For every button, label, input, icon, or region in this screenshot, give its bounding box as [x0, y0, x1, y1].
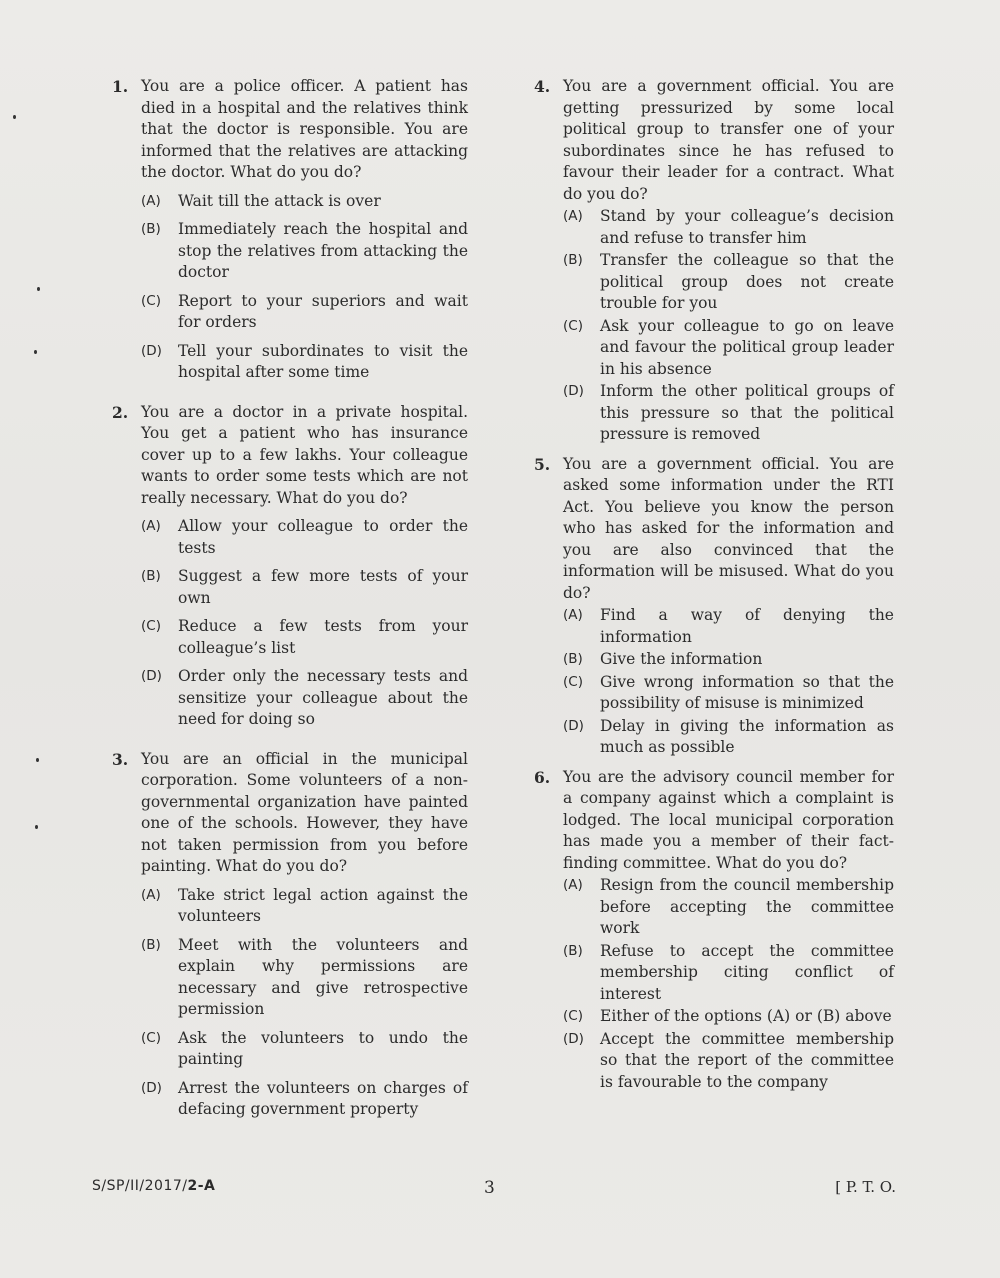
option-c — [563, 316, 894, 381]
option-text: Refuse to accept the committee membership citing conflict of interest — [600, 941, 894, 1003]
question-number: 4. — [534, 77, 551, 96]
option-text: Wait till the attack is over — [178, 191, 381, 210]
option-letter: (D) — [563, 383, 584, 399]
option-b — [563, 941, 894, 1006]
option-letter: (C) — [141, 1029, 161, 1046]
option-text: Inform the other political groups of this pressure so that the political pressure is removed — [600, 382, 894, 443]
option-letter: (A) — [141, 886, 161, 903]
option-text: Ask your colleague to go on leave and favour the political group leader in his absence — [600, 316, 894, 378]
option-text: Allow your colleague to order the tests — [178, 517, 468, 557]
option-d — [141, 1078, 468, 1121]
scan-speck — [37, 287, 40, 291]
option-d — [141, 341, 468, 384]
question-text: You are a government official. You are getting pressurized by some local political group to transfer one of your subordinates since he has refused to favour their leader for a contract. What do you do? — [563, 77, 894, 203]
option-text: Suggest a few more tests of your own — [178, 567, 468, 607]
question-number: 6. — [534, 767, 551, 787]
option-text: Meet with the volunteers and explain why permissions are necessary and give retrospective permission — [178, 935, 468, 1018]
option-letter: (C) — [141, 292, 161, 309]
option-c — [141, 616, 468, 659]
option-c — [141, 1028, 468, 1071]
option-text: Resign from the council membership before accepting the committee work — [600, 876, 894, 937]
question-number: 3. — [112, 749, 129, 769]
option-a — [141, 191, 468, 213]
right-column — [534, 76, 894, 1101]
question-2 — [112, 402, 468, 731]
option-text: Reduce a few tests from your colleague’s list — [178, 617, 468, 657]
option-c — [141, 291, 468, 334]
option-b — [141, 566, 468, 609]
option-d — [563, 716, 894, 759]
option-letter: (D) — [141, 1079, 162, 1096]
option-letter: (A) — [563, 607, 583, 623]
option-text: Stand by your colleague’s decision and refuse to transfer him — [600, 207, 894, 247]
option-a — [563, 605, 894, 648]
option-letter: (B) — [563, 942, 583, 959]
scan-speck — [35, 825, 38, 829]
booklet-code-prefix: S/SP/II/2017/ — [92, 1178, 188, 1194]
option-letter: (A) — [141, 518, 161, 534]
option-b — [141, 935, 468, 1021]
option-text: Transfer the colleague so that the political group does not create trouble for you — [600, 251, 894, 312]
option-text: Either of the options (A) or (B) above — [600, 1007, 892, 1025]
option-text: Tell your subordinates to visit the hospital after some time — [178, 341, 468, 381]
option-letter: (D) — [563, 717, 584, 734]
option-letter: (B) — [141, 936, 161, 953]
question-1 — [112, 76, 468, 384]
option-letter: (B) — [141, 568, 161, 584]
option-text: Order only the necessary tests and sensitize your colleague about the need for doing so — [178, 667, 468, 728]
option-letter: (D) — [141, 668, 162, 684]
option-letter: (D) — [141, 342, 162, 359]
option-a — [563, 206, 894, 249]
left-column — [112, 76, 468, 1139]
option-text: Delay in giving the information as much as possible — [600, 716, 894, 756]
question-text: You are a police officer. A patient has died in a hospital and the relatives think that the doctor is responsible. You are informed that the relatives are attacking the doctor. What do you do? — [141, 77, 468, 181]
option-letter: (A) — [141, 192, 161, 209]
booklet-code-series: 2-A — [187, 1178, 216, 1194]
booklet-code — [92, 1178, 215, 1194]
option-letter: (C) — [141, 618, 161, 634]
option-a — [141, 885, 468, 928]
scan-speck — [34, 350, 37, 354]
page-footer — [92, 1178, 896, 1202]
question-5 — [534, 454, 894, 759]
option-d — [563, 381, 894, 446]
option-letter: (C) — [563, 317, 583, 334]
please-turn-over: [ P. T. O. — [835, 1178, 896, 1196]
option-text: Ask the volunteers to undo the painting — [178, 1028, 468, 1068]
option-letter: (C) — [563, 673, 583, 690]
option-text: Immediately reach the hospital and stop the relatives from attacking the doctor — [178, 220, 468, 281]
scan-speck — [13, 115, 16, 119]
question-text: You are a doctor in a private hospital. You get a patient who has insurance cover up to a few lakhs. Your colleague wants to order some tests which are not really necessary. What do you do? — [141, 402, 468, 507]
option-letter: (A) — [563, 208, 583, 224]
option-text: Give the information — [600, 650, 763, 668]
option-d — [563, 1029, 894, 1094]
option-text: Report to your superiors and wait for orders — [178, 291, 468, 331]
option-a — [563, 875, 894, 940]
option-text: Take strict legal action against the volunteers — [178, 885, 468, 925]
option-text: Arrest the volunteers on charges of defacing government property — [178, 1078, 468, 1118]
option-letter: (D) — [563, 1030, 584, 1047]
question-number: 5. — [534, 454, 551, 474]
option-letter: (B) — [563, 252, 583, 268]
option-d — [141, 666, 468, 731]
question-number: 2. — [112, 402, 129, 422]
option-text: Find a way of denying the information — [600, 606, 894, 646]
option-letter: (C) — [563, 1008, 583, 1024]
question-text: You are an official in the municipal corporation. Some volunteers of a non-governmental organization have painted one of the schools. However, they have not taken permission from you before painting. What do you do? — [141, 749, 468, 875]
option-c — [563, 1006, 894, 1028]
question-6 — [534, 767, 894, 1094]
page-number: 3 — [484, 1178, 495, 1198]
option-a — [141, 516, 468, 559]
option-letter: (B) — [141, 221, 161, 237]
question-text: You are a government official. You are asked some information under the RTI Act. You believe you know the person who has asked for the information and you are also convinced that the information will be misused. What do you do? — [563, 454, 894, 602]
question-4 — [534, 76, 894, 446]
option-c — [563, 672, 894, 715]
scan-speck — [36, 758, 39, 762]
question-3 — [112, 749, 468, 1121]
question-text: You are the advisory council member for a company against which a complaint is lodged. The local municipal corporation has made you a member of their fact-finding committee. What do you do? — [563, 767, 894, 872]
option-text: Accept the committee membership so that the report of the committee is favourable to the company — [600, 1029, 894, 1091]
option-letter: (B) — [563, 651, 583, 667]
question-number: 1. — [112, 77, 129, 96]
option-text: Give wrong information so that the possibility of misuse is minimized — [600, 672, 894, 712]
option-letter: (A) — [563, 877, 583, 893]
option-b — [563, 649, 894, 671]
option-b — [141, 219, 468, 284]
option-b — [563, 250, 894, 315]
